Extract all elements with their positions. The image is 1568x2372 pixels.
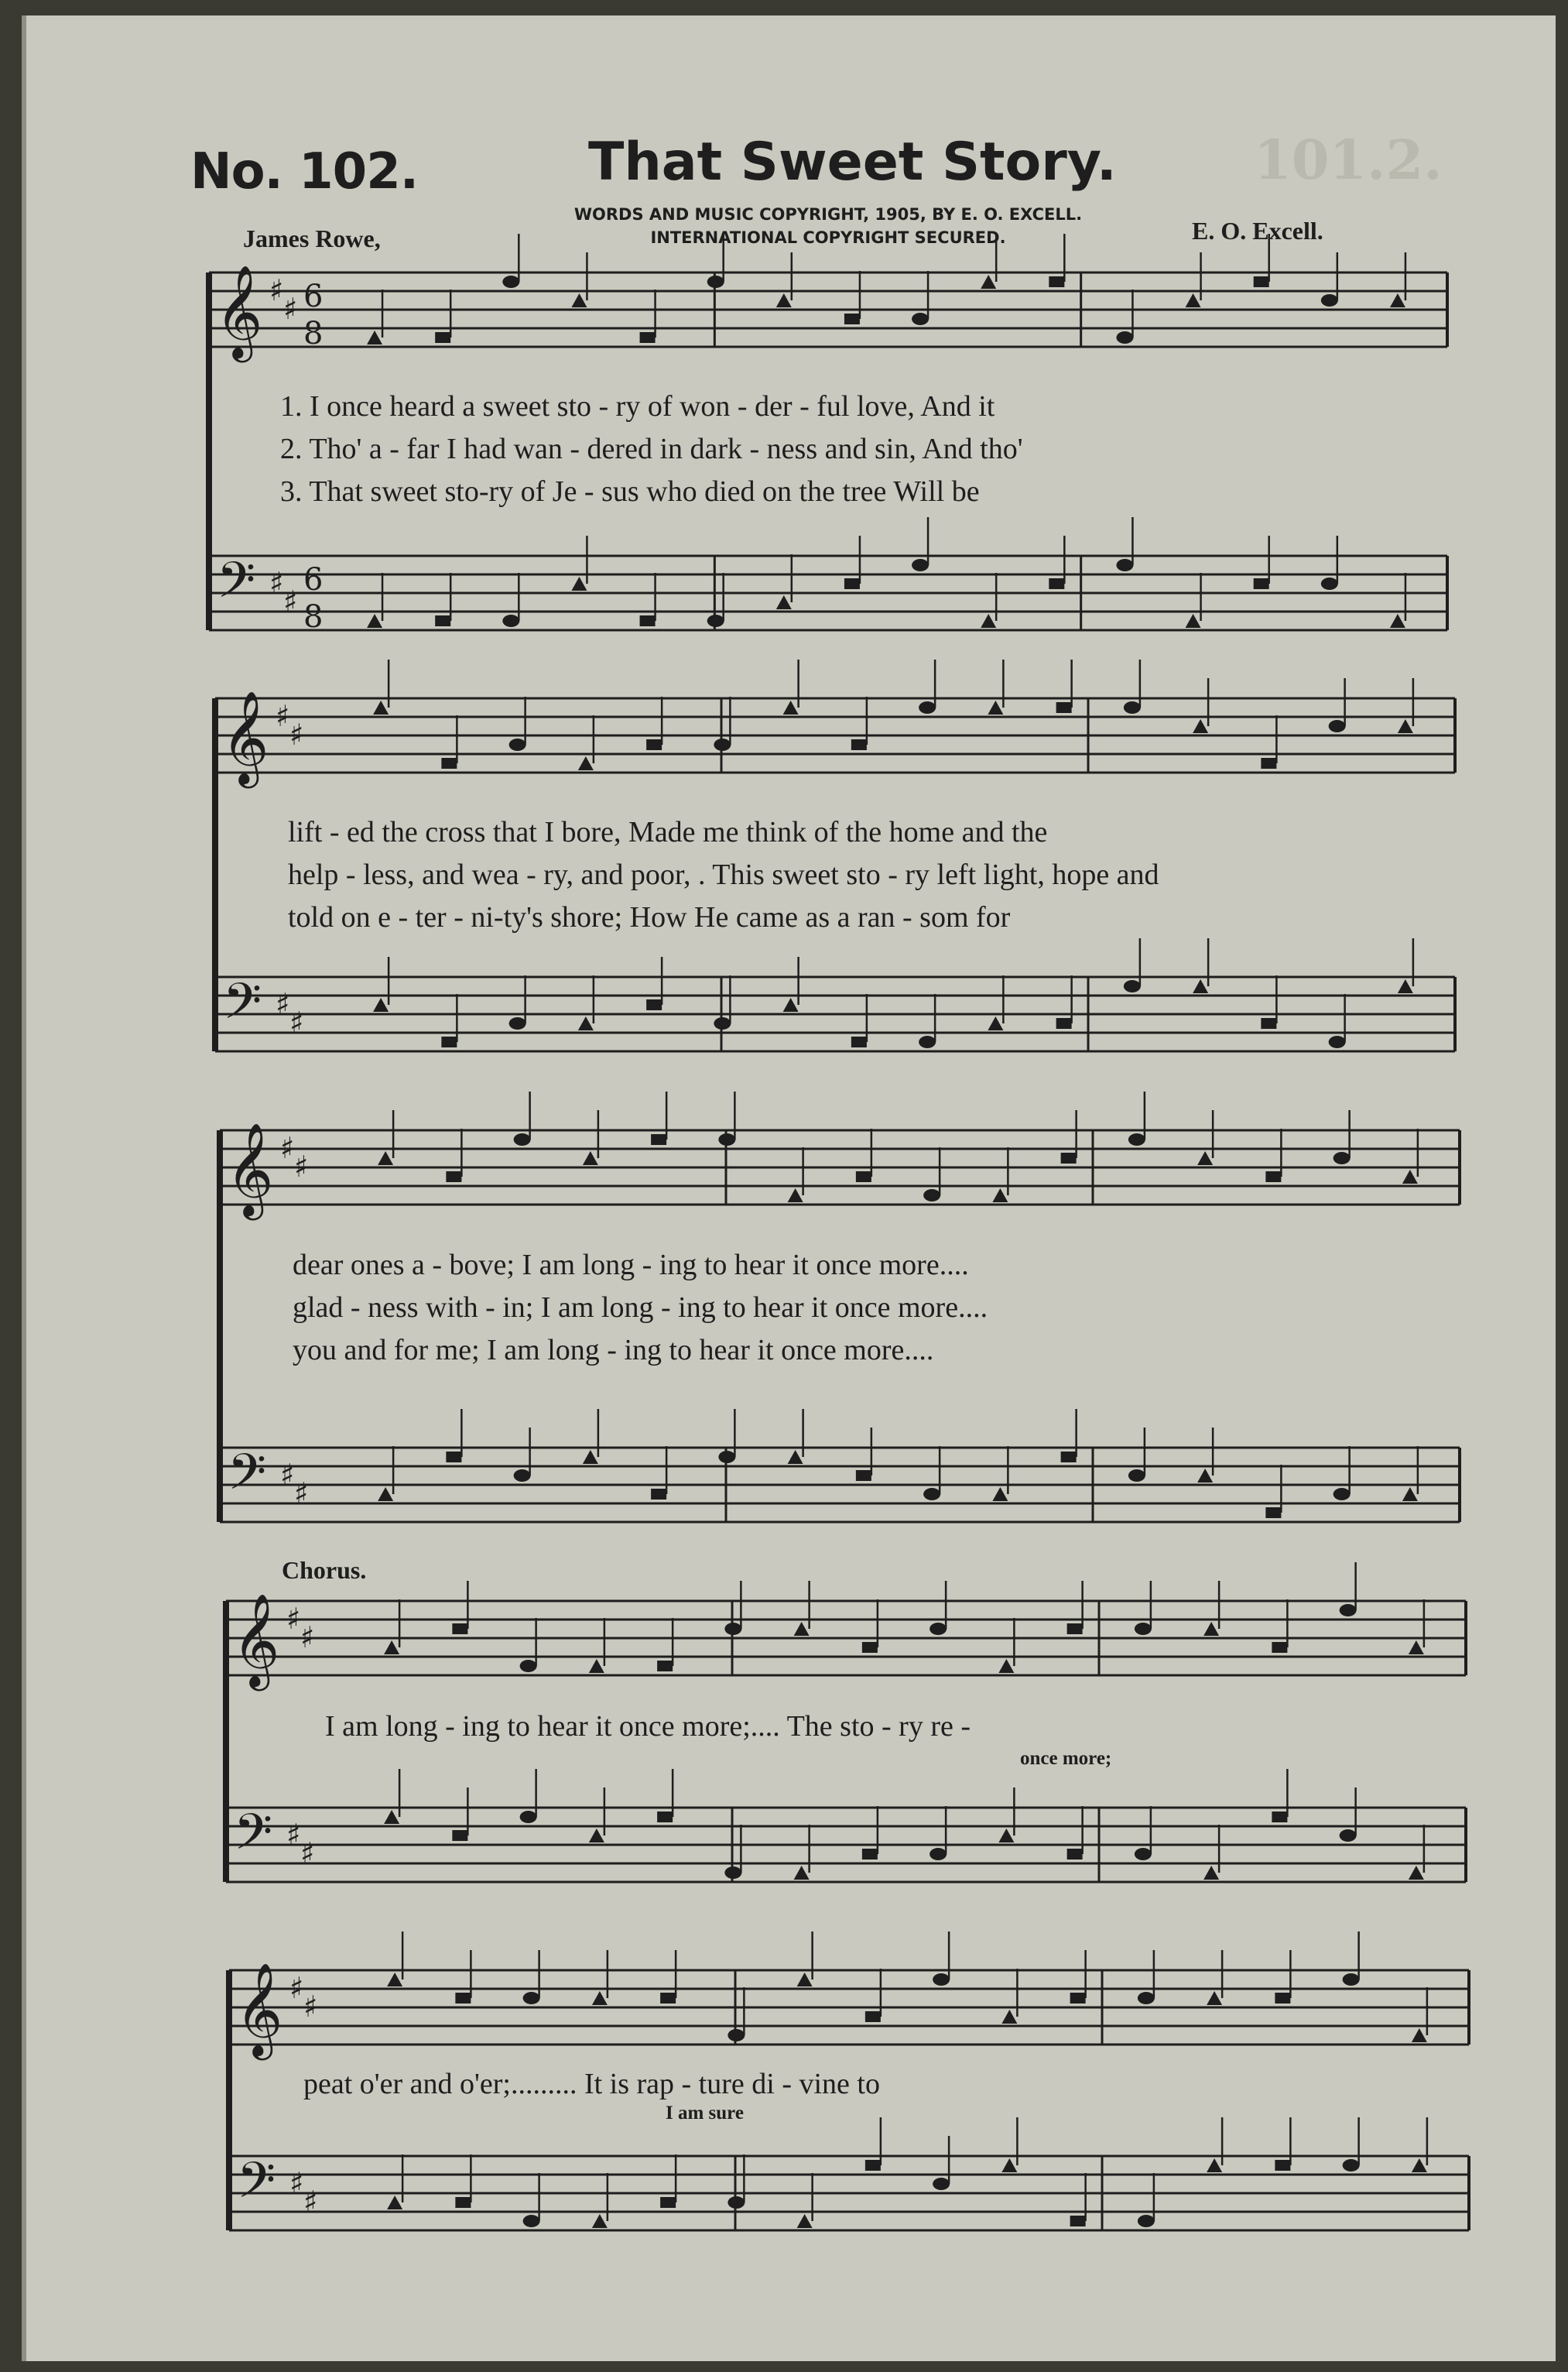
- bass-note-head: [1186, 614, 1201, 628]
- bass-note-head: [912, 559, 929, 571]
- treble-note-head: [589, 1659, 604, 1673]
- treble-note-head: [1272, 1642, 1287, 1653]
- bass-note-head: [728, 2196, 745, 2209]
- bass-note-head: [1193, 979, 1208, 993]
- bass-note-head: [1197, 1469, 1213, 1482]
- bass-note-head: [373, 998, 389, 1012]
- chorus-echo-2: I am sure: [666, 2103, 744, 2123]
- time-signature-top: 6: [303, 562, 324, 598]
- bass-note-head: [933, 2178, 950, 2190]
- sharp-icon: ♯: [283, 584, 298, 619]
- bass-note-head: [851, 1037, 867, 1047]
- sharp-icon: ♯: [276, 987, 290, 1021]
- treble-note-head: [1049, 276, 1064, 287]
- bass-note-head: [844, 578, 860, 589]
- treble-note-head: [1056, 702, 1072, 713]
- copyright-line-1: WORDS AND MUSIC COPYRIGHT, 1905, BY E. O. EXCELL.: [573, 205, 1083, 224]
- treble-note-head: [1321, 294, 1338, 307]
- treble-note-head: [1128, 1133, 1145, 1146]
- bass-note-head: [1340, 1829, 1357, 1842]
- treble-note-head: [992, 1188, 1008, 1202]
- treble-note-head: [1193, 719, 1208, 733]
- bass-note-head: [1254, 578, 1269, 589]
- bass-note-head: [520, 1811, 537, 1823]
- treble-note-head: [1261, 758, 1276, 769]
- sharp-icon: ♯: [289, 1971, 304, 2005]
- composer-credit: E. O. Excell.: [1192, 217, 1323, 245]
- verse-2-line-3: glad - ness with - in; I am long - ing to hear it once more....: [293, 1291, 988, 1324]
- treble-note-head: [378, 1151, 393, 1165]
- bass-note-head: [1261, 1018, 1276, 1029]
- treble-note-head: [1135, 1623, 1152, 1635]
- bass-note-head: [387, 2195, 402, 2209]
- treble-note-head: [502, 276, 519, 288]
- verse-3-line-3: you and for me; I am long - ing to hear it once more....: [293, 1334, 934, 1366]
- bass-note-head: [1272, 1812, 1287, 1822]
- bass-note-head: [502, 615, 519, 627]
- treble-note-head: [1390, 293, 1405, 307]
- chorus-label: Chorus.: [282, 1556, 367, 1584]
- bass-note-head: [571, 577, 587, 591]
- bass-note-head: [523, 2215, 540, 2227]
- treble-note-head: [583, 1151, 598, 1165]
- treble-note-head: [1001, 2010, 1017, 2024]
- bass-note-head: [998, 1829, 1014, 1842]
- bass-note-head: [714, 1017, 731, 1030]
- verse-1-line-1: 1. I once heard a sweet sto - ry of won - der - ful love, And it: [280, 390, 995, 423]
- sharp-icon: ♯: [269, 273, 284, 307]
- treble-clef-icon: 𝄞: [215, 264, 263, 358]
- bass-clef-icon: 𝄢: [234, 1804, 273, 1873]
- treble-note-head: [1343, 1973, 1360, 1986]
- treble-note-head: [660, 1993, 676, 2004]
- treble-note-head: [578, 756, 594, 770]
- treble-note-head: [862, 1642, 878, 1653]
- treble-note-head: [844, 314, 860, 324]
- bass-note-head: [1275, 2160, 1290, 2171]
- treble-note-head: [783, 701, 799, 715]
- bass-note-head: [1070, 2216, 1086, 2226]
- bleed-through-text: 101.2.: [1254, 128, 1443, 192]
- sharp-icon: ♯: [300, 1836, 315, 1870]
- bass-note-head: [378, 1487, 393, 1501]
- treble-note-head: [1124, 701, 1141, 714]
- chorus-echo-1: once more;: [1020, 1748, 1112, 1769]
- treble-note-head: [373, 701, 389, 715]
- bass-note-head: [592, 2214, 608, 2228]
- treble-note-head: [452, 1623, 467, 1634]
- treble-note-head: [509, 739, 526, 751]
- treble-note-head: [933, 1973, 950, 1986]
- bass-note-head: [583, 1450, 598, 1464]
- bass-note-head: [509, 1017, 526, 1030]
- bass-note-head: [441, 1037, 457, 1047]
- treble-note-head: [1275, 1993, 1290, 2004]
- treble-note-head: [923, 1189, 940, 1201]
- bass-note-head: [384, 1810, 399, 1824]
- treble-note-head: [776, 293, 792, 307]
- treble-note-head: [640, 332, 656, 343]
- bass-note-head: [660, 2197, 676, 2208]
- bass-note-head: [856, 1470, 871, 1481]
- sharp-icon: ♯: [289, 1006, 304, 1040]
- treble-note-head: [435, 332, 450, 343]
- bass-note-head: [452, 1830, 467, 1841]
- hymn-title: That Sweet Story.: [588, 132, 1117, 193]
- bass-note-head: [1061, 1452, 1077, 1462]
- treble-note-head: [455, 1993, 471, 2004]
- treble-note-head: [1412, 2028, 1427, 2042]
- treble-note-head: [1186, 293, 1201, 307]
- bass-note-head: [1138, 2215, 1155, 2227]
- treble-note-head: [998, 1659, 1014, 1673]
- treble-clef-icon: 𝄞: [232, 1592, 280, 1687]
- treble-note-head: [646, 739, 662, 750]
- hymn-number: No. 102.: [190, 143, 419, 201]
- treble-note-head: [714, 739, 731, 751]
- bass-note-head: [1402, 1487, 1418, 1501]
- treble-note-head: [1265, 1171, 1281, 1182]
- treble-note-head: [919, 701, 936, 714]
- treble-note-head: [794, 1622, 810, 1636]
- treble-note-head: [1116, 331, 1133, 344]
- treble-clef-icon: 𝄞: [226, 1122, 274, 1216]
- sharp-icon: ♯: [289, 718, 304, 752]
- treble-note-head: [851, 739, 867, 750]
- bass-note-head: [1329, 1036, 1346, 1048]
- sharp-icon: ♯: [280, 1131, 295, 1165]
- bass-clef-icon: 𝄢: [223, 973, 262, 1043]
- bass-note-head: [1067, 1849, 1083, 1860]
- bass-note-head: [981, 614, 996, 628]
- treble-note-head: [651, 1134, 666, 1145]
- bass-note-head: [865, 2160, 881, 2171]
- bass-note-head: [657, 1812, 673, 1822]
- time-signature-bottom: 8: [303, 316, 324, 351]
- treble-note-head: [797, 1973, 813, 1986]
- verse-1-line-3: dear ones a - bove; I am long - ing to hear it once more....: [293, 1249, 969, 1281]
- treble-note-head: [1409, 1640, 1424, 1654]
- treble-note-head: [1254, 276, 1269, 287]
- treble-note-head: [1203, 1622, 1219, 1636]
- bass-note-head: [1135, 1848, 1152, 1860]
- bass-clef-icon: 𝄢: [217, 552, 256, 622]
- verse-3-line-1: 3. That sweet sto-ry of Je - sus who died on the tree Will be: [280, 475, 980, 508]
- bass-note-head: [783, 998, 799, 1012]
- treble-note-head: [981, 275, 996, 289]
- bass-note-head: [1207, 2158, 1222, 2172]
- bass-note-head: [1116, 559, 1133, 571]
- bass-note-head: [1049, 578, 1064, 589]
- treble-note-head: [724, 1623, 741, 1635]
- treble-note-head: [865, 2011, 881, 2022]
- treble-note-head: [1333, 1152, 1351, 1164]
- bass-note-head: [589, 1829, 604, 1842]
- sharp-icon: ♯: [294, 1150, 309, 1184]
- bass-note-head: [862, 1849, 878, 1860]
- treble-note-head: [387, 1973, 402, 1986]
- bass-note-head: [930, 1848, 947, 1860]
- bass-note-head: [1412, 2158, 1427, 2172]
- treble-note-head: [592, 1991, 608, 2005]
- bass-note-head: [1056, 1018, 1072, 1029]
- treble-note-head: [1340, 1604, 1357, 1616]
- treble-note-head: [1061, 1153, 1077, 1164]
- treble-note-head: [856, 1171, 871, 1182]
- sharp-icon: ♯: [303, 2185, 318, 2219]
- bass-note-head: [651, 1489, 666, 1500]
- treble-note-head: [446, 1171, 461, 1182]
- treble-note-head: [912, 313, 929, 325]
- treble-note-head: [367, 331, 382, 344]
- treble-note-head: [1329, 720, 1346, 732]
- treble-note-head: [657, 1661, 673, 1671]
- bass-note-head: [1409, 1866, 1424, 1880]
- copyright-line-2: INTERNATIONAL COPYRIGHT SECURED.: [650, 228, 1006, 248]
- chorus-line-2: peat o'er and o'er;......... It is rap - ture di - vine to: [303, 2068, 880, 2100]
- sharp-icon: ♯: [269, 566, 284, 600]
- bass-note-head: [788, 1450, 803, 1464]
- bass-clef-icon: 𝄢: [228, 1444, 267, 1513]
- bass-note-head: [1265, 1507, 1281, 1518]
- bass-note-head: [514, 1469, 531, 1482]
- bass-note-head: [919, 1036, 936, 1048]
- bass-note-head: [1390, 614, 1405, 628]
- bass-note-head: [1124, 980, 1141, 992]
- treble-note-head: [930, 1623, 947, 1635]
- verse-3-line-2: told on e - ter - ni-ty's shore; How He came as a ran - som for: [288, 901, 1011, 934]
- sharp-icon: ♯: [286, 1818, 301, 1852]
- sharp-icon: ♯: [276, 699, 290, 733]
- bass-note-head: [446, 1452, 461, 1462]
- bass-note-head: [578, 1016, 594, 1030]
- sharp-icon: ♯: [280, 1458, 295, 1492]
- treble-note-head: [1402, 1170, 1418, 1184]
- bass-note-head: [707, 615, 724, 627]
- bass-note-head: [923, 1488, 940, 1500]
- treble-note-head: [728, 2029, 745, 2041]
- treble-note-head: [718, 1133, 735, 1146]
- bass-note-head: [794, 1866, 810, 1880]
- verse-2-line-1: 2. Tho' a - far I had wan - dered in dark - ness and sin, And tho': [280, 433, 1023, 465]
- treble-note-head: [523, 1992, 540, 2004]
- bass-note-head: [1203, 1866, 1219, 1880]
- bass-clef-icon: 𝄢: [237, 2152, 276, 2222]
- verse-2-line-2: help - less, and wea - ry, and poor, . This sweet sto - ry left light, hope and: [288, 859, 1159, 891]
- treble-note-head: [520, 1660, 537, 1672]
- bass-note-head: [455, 2197, 471, 2208]
- sharp-icon: ♯: [303, 1990, 318, 2024]
- bass-note-head: [797, 2214, 813, 2228]
- bass-note-head: [992, 1487, 1008, 1501]
- treble-clef-icon: 𝄞: [235, 1962, 283, 2056]
- sharp-icon: ♯: [286, 1602, 301, 1636]
- bass-note-head: [1128, 1469, 1145, 1482]
- bass-note-head: [640, 615, 656, 626]
- treble-note-head: [788, 1188, 803, 1202]
- bass-note-head: [1001, 2158, 1017, 2172]
- bass-note-head: [1343, 2159, 1360, 2171]
- treble-note-head: [441, 758, 457, 769]
- treble-note-head: [514, 1133, 531, 1146]
- treble-note-head: [384, 1640, 399, 1654]
- bass-note-head: [646, 999, 662, 1010]
- time-signature-bottom: 8: [303, 599, 324, 635]
- treble-note-head: [1398, 719, 1413, 733]
- bass-note-head: [718, 1451, 735, 1463]
- sharp-icon: ♯: [300, 1620, 315, 1654]
- treble-note-head: [707, 276, 724, 288]
- sharp-icon: ♯: [283, 292, 298, 326]
- bass-note-head: [1398, 979, 1413, 993]
- lyricist-credit: James Rowe,: [243, 225, 381, 252]
- bass-note-head: [1333, 1488, 1351, 1500]
- bass-note-head: [1321, 578, 1338, 590]
- sharp-icon: ♯: [289, 2166, 304, 2200]
- bass-note-head: [724, 1866, 741, 1879]
- treble-note-head: [1207, 1991, 1222, 2005]
- treble-note-head: [988, 701, 1003, 715]
- treble-clef-icon: 𝄞: [221, 690, 269, 784]
- bass-note-head: [367, 614, 382, 628]
- bass-note-head: [988, 1016, 1003, 1030]
- bass-note-head: [435, 615, 450, 626]
- treble-note-head: [1067, 1623, 1083, 1634]
- treble-note-head: [1138, 1992, 1155, 2004]
- treble-note-head: [571, 293, 587, 307]
- bass-note-head: [776, 595, 792, 609]
- sharp-icon: ♯: [294, 1476, 309, 1510]
- chorus-line-1: I am long - ing to hear it once more;.... The sto - ry re -: [325, 1710, 971, 1743]
- verse-1-line-2: lift - ed the cross that I bore, Made me think of the home and the: [288, 816, 1048, 848]
- time-signature-top: 6: [303, 279, 324, 314]
- treble-note-head: [1070, 1993, 1086, 2004]
- treble-note-head: [1197, 1151, 1213, 1165]
